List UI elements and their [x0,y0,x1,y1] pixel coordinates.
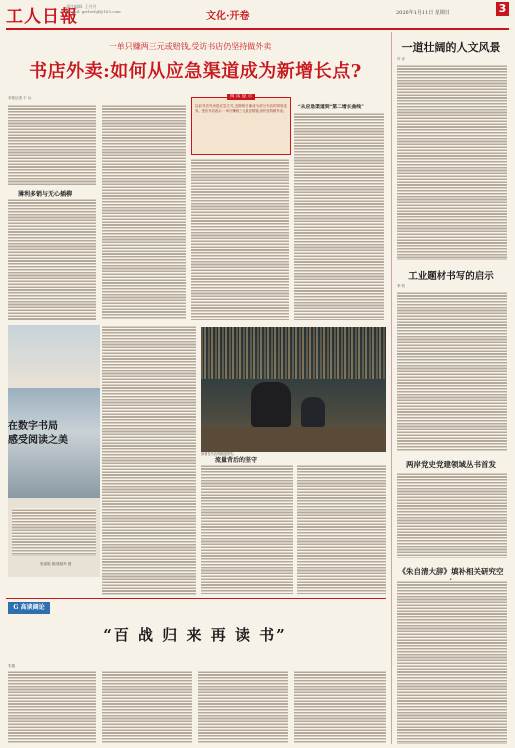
article-text-col-1 [8,104,96,186]
right-headline-1: 一道壮阔的人文风景 [401,41,501,54]
masthead-rule [6,28,509,30]
subhead-2: “从应急渠道到“第二增长曲线” [298,104,364,110]
reading-tip-label: 阅 读 提 示 [227,94,255,100]
floor-graphic [201,427,386,452]
right-headline-3: 两岸党史党建领域丛书首发 [406,460,496,469]
right-text-1 [397,64,507,260]
reading-tip-box [191,94,291,155]
feature-title [8,420,68,448]
right-text-3 [397,472,507,558]
right-headline-4: 《朱自清大辞》填补相关研究空 [398,567,504,576]
photo-caption: 读者在书店内挑选图书。 [201,452,237,456]
article-text-col-1b [8,198,96,320]
bottom-text-2 [102,670,192,744]
bookshelf-graphic [201,327,386,379]
feature-title-line-1: 在数字书局 [8,421,58,432]
reading-tip-text: 以前书店外卖是应急方式,近期则日渐成为部分书店的常规业务。受访书店表示,一单只赚两三元甚至赔钱,但仍坚持做外卖。 [195,104,287,113]
bottom-article-title: “百 战 归 来 再 读 书” [103,626,287,644]
subhead-3: 流量背后的坚守 [215,457,258,464]
bottom-text-1 [8,670,96,744]
subhead-1: 薄利多销与无心插柳 [18,191,73,198]
bottom-text-4 [294,670,386,744]
email-line: E-mail: grrbwhjf@163.com [66,9,121,14]
newspaper-logo: 工人日報 [6,7,78,27]
bookstore-photo [201,327,386,452]
article-text-col-3 [191,158,289,320]
feature-author: 张丽娟 图/姚晓军 摄 [40,562,72,566]
date-line: 2026年1月11日 星期日 [396,10,450,16]
reader-figure [251,382,291,427]
article-headline: 书店外卖:如何从应急渠道成为新增长点? [29,61,362,82]
masthead [6,2,509,28]
bottom-article-author: 朱德 [8,664,15,668]
section-title: 文化·开卷 [206,11,250,22]
page-number: 3 [496,2,509,16]
child-figure [301,397,325,427]
article-text-col-7 [297,464,386,594]
right-headline-2: 工业题材书写的启示 [408,271,494,282]
feature-photo-top [8,325,100,380]
article-byline: 本报记者 于 兵 [8,96,32,100]
feature-text [12,508,96,556]
bottom-text-3 [198,670,288,744]
article-text-col-6 [201,464,293,594]
article-text-col-5 [102,325,196,595]
article-subtitle: 一单只赚两三元或赔钱,受访书店仍坚持做外卖 [108,42,272,51]
article-text-col-4 [294,112,384,320]
editor-line: 责任编辑: 王丹丹 [66,4,97,9]
right-byline-2: 李 杭 [397,284,406,288]
right-byline-1: 许 评 [397,57,406,61]
feature-title-line-2: 感受阅读之美 [8,435,68,446]
editor-info [66,4,121,14]
column-divider [391,32,392,744]
right-text-4 [397,580,507,744]
article-text-col-2 [102,104,186,320]
bottom-rule [6,598,386,599]
column-tag: G 高谈阔论 [8,602,50,614]
right-text-2 [397,291,507,451]
